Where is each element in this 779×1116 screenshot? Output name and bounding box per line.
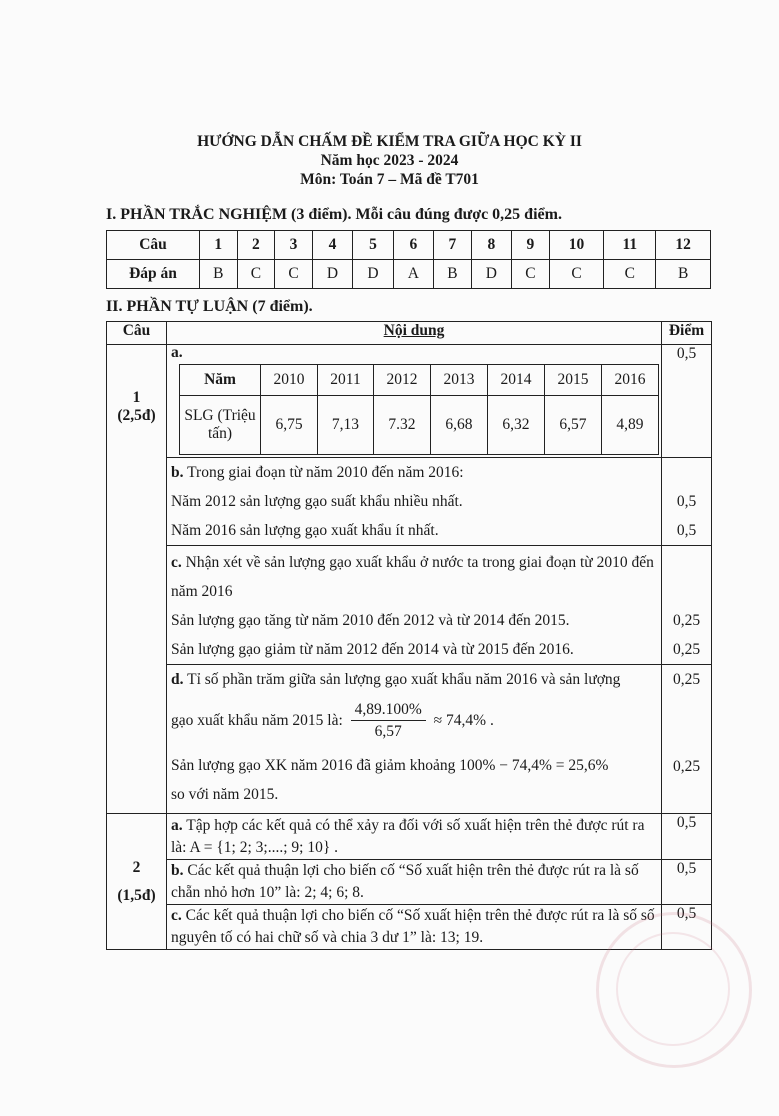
multiple-choice-table (106, 230, 711, 289)
mc-question: 6 (393, 231, 433, 260)
mc-answer: D (312, 260, 352, 289)
q1-part-d-row (107, 665, 712, 814)
year-cell: 2013 (430, 365, 487, 396)
q1-d-line2-prefix: gạo xuất khẩu năm 2015 là: (171, 712, 343, 730)
mc-question: 7 (434, 231, 472, 260)
mc-answer: D (353, 260, 393, 289)
q2-label (107, 814, 167, 950)
q1-part-c-row (107, 546, 712, 665)
q2-a-text: Tập hợp các kết quả có thể xảy ra đối với số xuất hiện trên thẻ được rút ra là: A = {1; 2; 3;....; 9; 10} . (171, 817, 645, 856)
q1-part-b-row (107, 458, 712, 546)
part1-heading: I. PHẦN TRẮC NGHIỆM (3 điểm). Mỗi câu đúng được 0,25 điểm. (106, 206, 562, 223)
q2-part-a-row (107, 814, 712, 860)
mc-answer: B (656, 260, 711, 289)
q1-c-line2-points: 0,25 (672, 641, 701, 658)
q1-b-line1-points: 0,5 (676, 493, 697, 510)
mc-answer: C (604, 260, 656, 289)
mc-answer: B (434, 260, 472, 289)
q1-b-intro: Trong giai đoạn từ năm 2010 đến năm 2016: (187, 464, 464, 481)
col-content-header: Nội dung (167, 322, 662, 345)
q1-c-points-cell (662, 546, 712, 665)
mc-answer: B (200, 260, 238, 289)
q1-points-total: (2,5đ) (117, 407, 156, 424)
q2-b-label: b. (171, 862, 184, 879)
mc-question: 10 (549, 231, 604, 260)
mc-answer: C (512, 260, 550, 289)
q1-b-label: b. (171, 464, 184, 481)
q1-d-line3: Sản lượng gạo XK năm 2016 đã giảm khoảng 100% − 74,4% = 25,6% (171, 757, 609, 774)
q1-a-points: 0,5 (662, 345, 712, 458)
school-year: Năm học 2023 - 2024 (320, 152, 459, 169)
year-cell: 2012 (373, 365, 430, 396)
mc-question: 9 (512, 231, 550, 260)
slg-cell: 6,68 (430, 396, 487, 455)
q1-b-line1: Năm 2012 sản lượng gạo suất khẩu nhiều nhất. (171, 493, 463, 510)
q1-d-intro: Tỉ số phần trăm giữa sản lượng gạo xuất khẩu năm 2016 và sản lượng (187, 671, 621, 688)
q1-label (107, 345, 167, 814)
q1-c-intro: Nhận xét về sản lượng gạo xuất khẩu ở nước ta trong giai đoạn từ 2010 đến năm 2016 (171, 554, 654, 600)
fraction-denominator: 6,57 (374, 723, 402, 740)
q2-part-b-row (107, 860, 712, 905)
mc-answer: C (237, 260, 275, 289)
q1-a-content (167, 345, 662, 458)
slg-cell: 6,57 (544, 396, 601, 455)
subject-code: Môn: Toán 7 – Mã đề T701 (300, 171, 479, 188)
q2-c-content (167, 905, 662, 950)
q2-c-label: c. (171, 907, 182, 924)
mc-answer: C (549, 260, 604, 289)
mc-question: 1 (200, 231, 238, 260)
slg-header: SLG (Triệu tấn) (180, 396, 261, 455)
mc-question: 3 (275, 231, 313, 260)
mc-answer-row (107, 260, 711, 289)
year-cell: 2014 (487, 365, 544, 396)
mc-question: 4 (312, 231, 352, 260)
essay-table (106, 321, 712, 950)
q1-c-line1: Sản lượng gạo tăng từ năm 2010 đến 2012 và từ 2014 đến 2015. (171, 612, 570, 629)
mc-question: 5 (353, 231, 393, 260)
year-cell: 2015 (544, 365, 601, 396)
q2-b-points: 0,5 (662, 860, 712, 905)
q2-b-content (167, 860, 662, 905)
year-cell: 2010 (261, 365, 318, 396)
q2-a-label: a. (171, 817, 183, 834)
mc-question: 8 (471, 231, 511, 260)
q2-number: 2 (132, 858, 141, 876)
q1-d-line3-points: 0,25 (672, 758, 701, 775)
q1-b-content (167, 458, 662, 546)
year-header: Năm (180, 365, 261, 396)
q1-b-line2-points: 0,5 (676, 522, 697, 539)
rice-export-table (179, 364, 659, 455)
mc-answer: D (471, 260, 511, 289)
year-cell: 2016 (601, 365, 658, 396)
slg-cell: 4,89 (601, 396, 658, 455)
mc-row-label-answer: Đáp án (107, 260, 200, 289)
q1-d-fraction (351, 700, 426, 743)
q1-d-fraction-result: ≈ 74,4% . (433, 712, 494, 730)
fraction-numerator: 4,89.100% (351, 700, 426, 721)
mc-question-row (107, 231, 711, 260)
q1-d-label: d. (171, 671, 184, 688)
q1-c-label: c. (171, 554, 182, 571)
col-question-header: Câu (107, 322, 167, 345)
mc-question: 2 (237, 231, 275, 260)
q1-c-line1-points: 0,25 (672, 612, 701, 629)
faded-stamp-inner (616, 932, 730, 1046)
mc-question: 12 (656, 231, 711, 260)
q2-c-text: Các kết quả thuận lợi cho biến cố “Số xuất hiện trên thẻ được rút ra là số số nguyên tố có hai chữ số và chia 3 dư 1” là: 13; 19. (171, 907, 655, 946)
slg-cell: 7,13 (318, 396, 374, 455)
q1-d-intro-points: 0,25 (672, 671, 701, 688)
q2-a-content (167, 814, 662, 860)
part2-heading: II. PHẦN TỰ LUẬN (7 điểm). (106, 298, 313, 315)
slg-row (180, 396, 659, 455)
mc-answer: C (275, 260, 313, 289)
slg-cell: 7.32 (373, 396, 430, 455)
slg-cell: 6,75 (261, 396, 318, 455)
q1-c-line2: Sản lượng gạo giảm từ năm 2012 đến 2014 và từ 2015 đến 2016. (171, 641, 574, 658)
q1-d-points-cell (662, 665, 712, 814)
q2-c-points: 0,5 (662, 905, 712, 950)
q1-c-content (167, 546, 662, 665)
col-points-header: Điểm (662, 322, 712, 345)
slg-cell: 6,32 (487, 396, 544, 455)
mc-question: 11 (604, 231, 656, 260)
q1-b-points-cell (662, 458, 712, 546)
mc-answer: A (393, 260, 433, 289)
q1-part-a-row (107, 345, 712, 458)
q1-number: 1 (132, 389, 141, 406)
doc-title: HƯỚNG DẪN CHẤM ĐỀ KIỂM TRA GIỮA HỌC KỲ II (197, 133, 582, 150)
q1-a-label: a. (171, 344, 183, 361)
mc-row-label-question: Câu (107, 231, 200, 260)
q2-a-points: 0,5 (662, 814, 712, 860)
q1-d-line4: so với năm 2015. (171, 786, 279, 803)
q2-points-total: (1,5đ) (117, 886, 156, 904)
q2-b-text: Các kết quả thuận lợi cho biến cố “Số xuất hiện trên thẻ được rút ra là số chẵn nhỏ hơn 10” là: 2; 4; 6; 8. (171, 862, 639, 901)
essay-header-row (107, 322, 712, 345)
year-row (180, 365, 659, 396)
year-cell: 2011 (318, 365, 374, 396)
q1-b-line2: Năm 2016 sản lượng gạo xuất khẩu ít nhất. (171, 522, 439, 539)
q1-d-content (167, 665, 662, 814)
